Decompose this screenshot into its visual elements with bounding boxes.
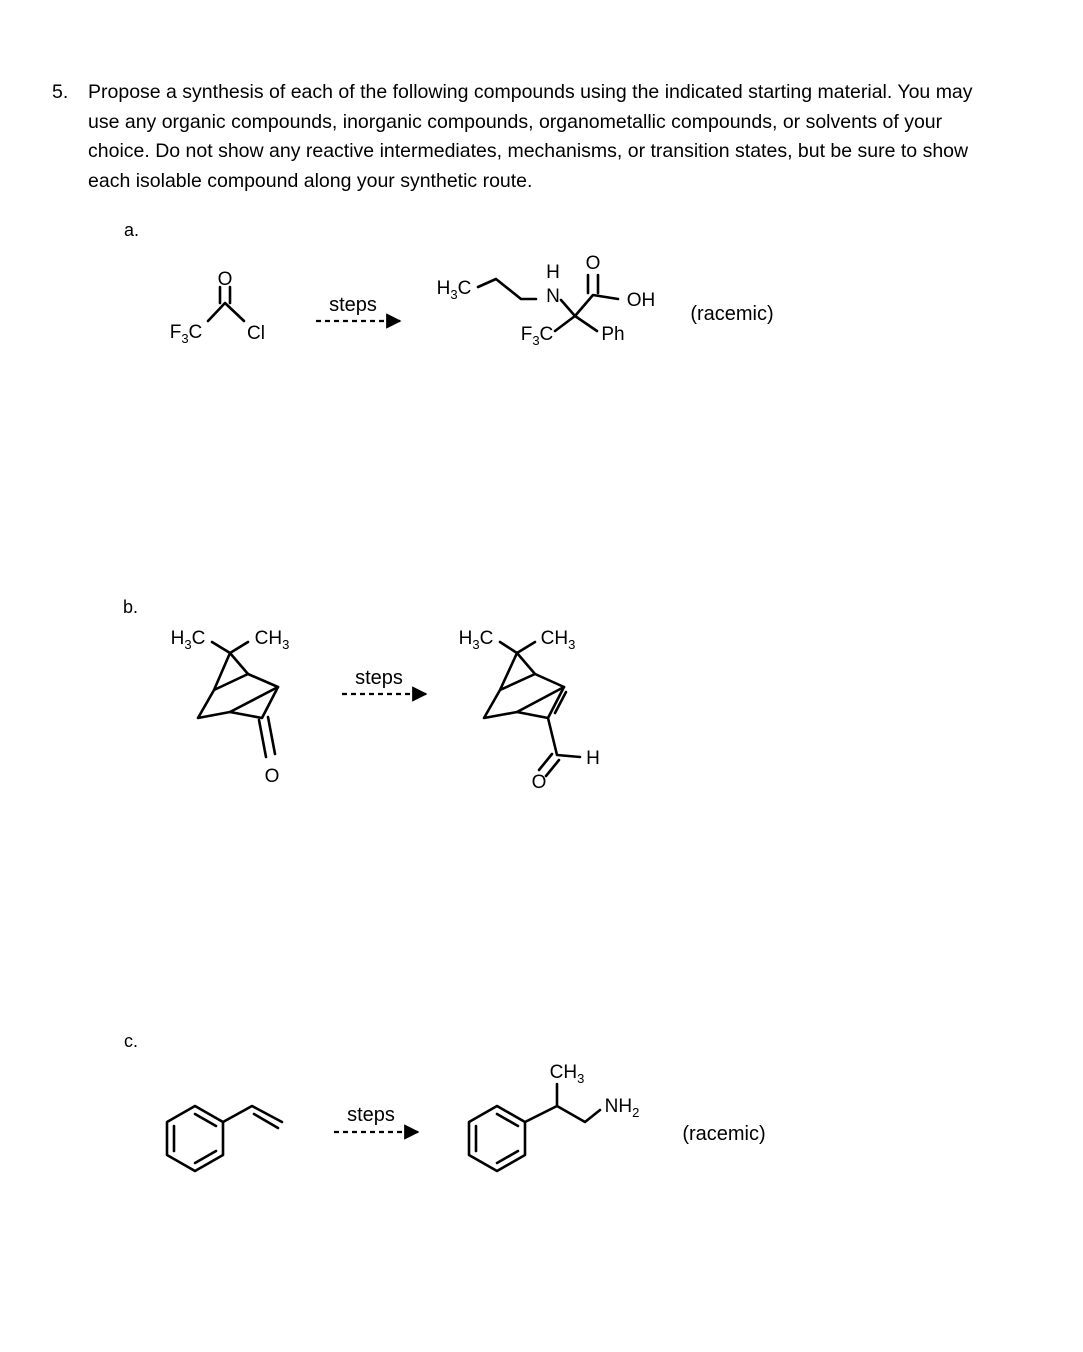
c-cf3-bond bbox=[555, 316, 575, 331]
product-methyl-label: $CH_3$ bbox=[549, 1062, 585, 1086]
product-trifluoromethyl-label: $F_3C$ bbox=[520, 324, 554, 348]
part-c-starting-material bbox=[167, 1106, 282, 1171]
methyl-label: $H_3C$ bbox=[436, 278, 472, 302]
vinyl-group bbox=[223, 1106, 282, 1122]
ketone-bond-1 bbox=[259, 720, 266, 757]
part-a-label: a. bbox=[124, 220, 140, 240]
ketone-oxygen: O bbox=[264, 766, 280, 787]
part-b-arrow-label: steps bbox=[355, 667, 403, 689]
hydroxyl-label: OH bbox=[626, 290, 656, 311]
nitrogen-label: N bbox=[546, 286, 560, 307]
aldehyde-bonds bbox=[548, 718, 580, 757]
trifluoromethyl-label: $F_3C$ bbox=[169, 322, 203, 346]
amine-label: $NH_2$ bbox=[604, 1096, 640, 1120]
question-text: Propose a synthesis of each of the following compounds using the indicated starting material. You may use any organic compounds, inorganic compounds, organometallic compounds, or solvents of your choice. Do not show any reactive intermediates, mechanisms, or transition states, but be sure to show each isolable compound along your synthetic route. bbox=[88, 81, 973, 193]
part-c-racemic-note: (racemic) bbox=[682, 1123, 766, 1145]
n-c-bond bbox=[561, 300, 575, 316]
product-gem-dimethyl-bonds bbox=[500, 642, 535, 653]
product-methyl-left-label: $H_3C$ bbox=[458, 628, 494, 652]
part-b-starting-material bbox=[171, 628, 290, 787]
aldehyde-carbonyl-1 bbox=[539, 754, 552, 770]
gem-dimethyl-bonds bbox=[212, 642, 248, 653]
part-a-product bbox=[437, 253, 656, 348]
aldehyde-oxygen: O bbox=[531, 772, 547, 793]
c-carboxyl-bond bbox=[575, 295, 618, 316]
phenyl-label: Ph bbox=[601, 324, 625, 345]
benzene-ring bbox=[167, 1106, 223, 1171]
nh-hydrogen: H bbox=[546, 262, 560, 283]
question-number: 5. bbox=[52, 81, 69, 103]
methyl-right-label: $CH_3$ bbox=[254, 628, 290, 652]
part-c-label: c. bbox=[124, 1031, 139, 1051]
product-frame-2 bbox=[517, 653, 535, 674]
part-b-label: b. bbox=[123, 597, 139, 617]
product-methyl-right-label: $CH_3$ bbox=[540, 628, 576, 652]
bicyclic-frame-2 bbox=[230, 653, 248, 674]
aldehyde-carbonyl-2 bbox=[546, 760, 559, 776]
acid-carbonyl-oxygen: O bbox=[585, 253, 601, 274]
part-a-arrow-label: steps bbox=[329, 294, 377, 316]
c-ph-bond bbox=[575, 316, 597, 331]
part-c-arrow-label: steps bbox=[347, 1104, 395, 1126]
part-b-product bbox=[459, 628, 600, 793]
ketone-bond-2 bbox=[268, 717, 275, 754]
ethyl-chain bbox=[478, 279, 536, 299]
product-benzene-ring bbox=[469, 1106, 525, 1171]
skeleton-bonds bbox=[208, 303, 244, 321]
vinyl-double-bond bbox=[254, 1114, 278, 1128]
aldehyde-hydrogen: H bbox=[586, 748, 600, 769]
part-c-product bbox=[469, 1062, 639, 1171]
part-a-starting-material bbox=[170, 269, 265, 346]
part-a-racemic-note: (racemic) bbox=[690, 303, 774, 325]
carbonyl-oxygen: O bbox=[217, 269, 233, 290]
side-chain bbox=[525, 1106, 600, 1122]
methyl-left-label: $H_3C$ bbox=[170, 628, 206, 652]
chlorine-label: Cl bbox=[247, 323, 265, 344]
